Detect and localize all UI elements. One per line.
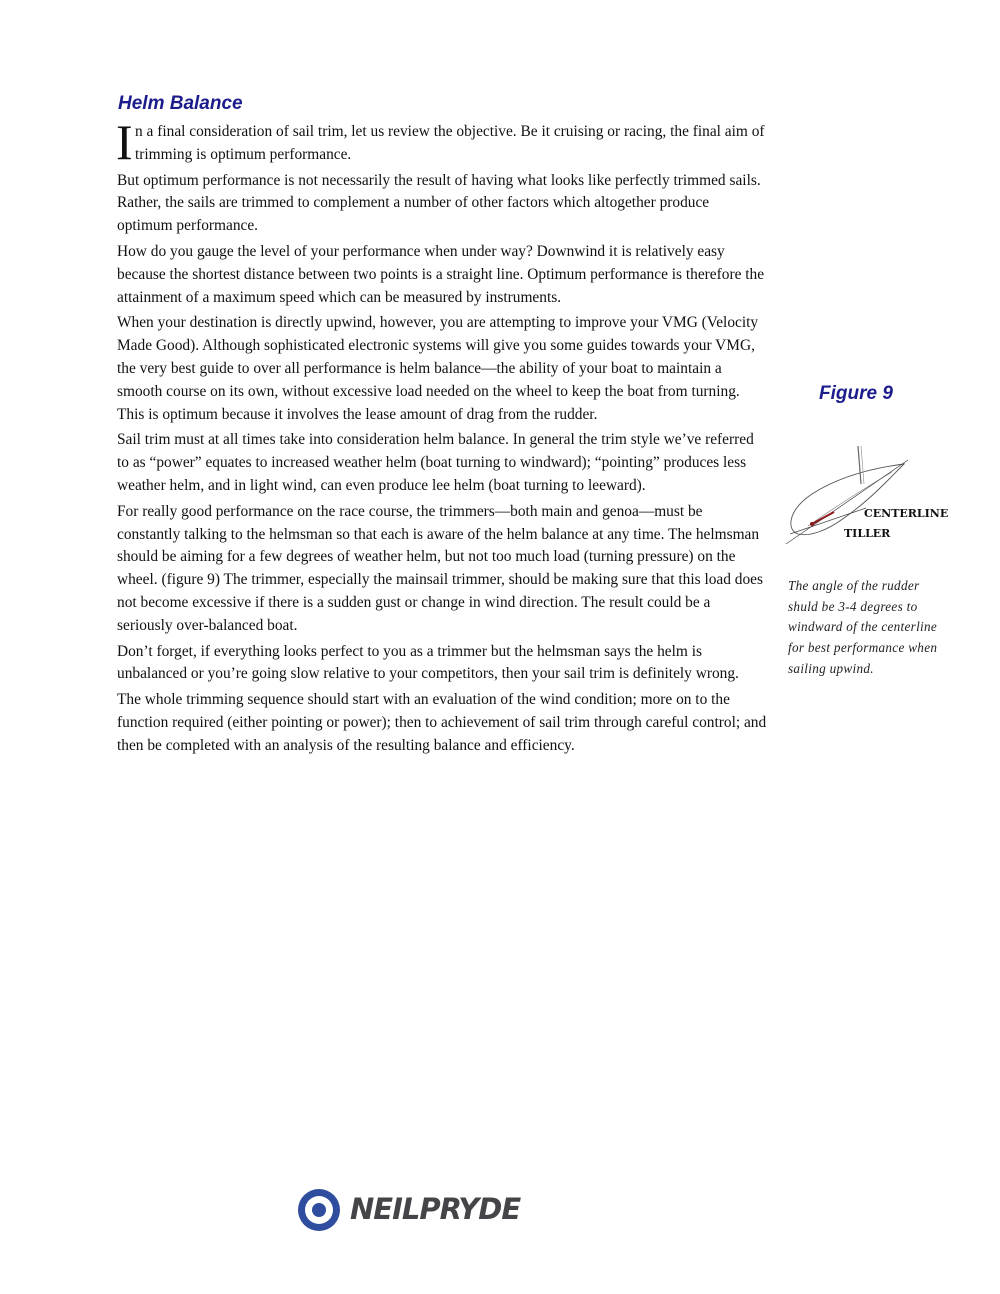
article-body — [116, 114, 767, 761]
section-title: Helm Balance — [118, 93, 243, 114]
paragraph: But optimum performance is not necessarily the result of having what looks like perfectly trimmed sails. Rather, the sails are trimmed to complement a number of other factors which altogether produce optimum performance. — [117, 171, 761, 235]
tiller-pivot — [810, 522, 814, 526]
figure-title: Figure 9 — [819, 383, 893, 404]
drop-cap: I — [116, 114, 133, 170]
paragraph: For really good performance on the race course, the trimmers—both main and genoa—must be constantly talking to the helmsman so that each is aware of the helm balance at any time. The helmsman should be aiming for a few degrees of weather helm, but not too much load (turning pressure) on the wheel. (figure 9) The trimmer, especially the mainsail trimmer, should be making sure that this load does not become excessive if there is a sudden gust or change in wind direction. The result could be a seriously over-balanced boat. — [117, 502, 763, 634]
paragraph: How do you gauge the level of your performance when under way? Downwind it is relatively easy because the shortest distance between two points is a straight line. Optimum performance is therefore the attainment of a maximum speed which can be measured by instruments. — [117, 242, 765, 306]
tiller-label: TILLER — [844, 527, 891, 540]
intro-paragraph — [116, 114, 767, 170]
logo-wordmark: NEILPRYDE — [350, 1192, 521, 1226]
centerline-label: CENTERLINE — [864, 507, 949, 520]
paragraph: When your destination is directly upwind, however, you are attempting to improve your VMG (Velocity Made Good). Although sophisticated electronic systems will give you some guides towards your VMG, the very best guide to over all performance is helm balance—the ability of your boat to maintain a smooth course on its own, without excessive load needed on the wheel to keep the boat from turning. This is optimum because it involves the lease amount of drag from the rudder. — [117, 314, 759, 423]
neilpryde-logo — [296, 1187, 566, 1233]
tiller — [812, 512, 834, 524]
paragraph: The whole trimming sequence should start with an evaluation of the wind condition; more on to the function required (either pointing or power); then to achievement of sail trim through careful control; and then be completed with an analysis of the resulting balance and efficiency. — [117, 691, 767, 754]
target-logo-icon — [296, 1187, 342, 1233]
paragraph: Don’t forget, if everything looks perfect to you as a trimmer but the helmsman says the helm is unbalanced or you’re going slow relative to your competitors, then your sail trim is definitely wrong. — [117, 642, 739, 683]
intro-text: n a final consideration of sail trim, let us review the objective. Be it cruising or racing, the final aim of trimming is optimum performance. — [135, 123, 765, 163]
paragraph: Sail trim must at all times take into consideration helm balance. In general the trim style we’ve referred to as “power” equates to increased weather helm (boat turning to windward); “pointing” produces less weather helm, and in light wind, can even produce lee helm (boat turning to leeward). — [117, 431, 754, 494]
figure-caption: The angle of the rudder shuld be 3-4 degrees to windward of the centerline for best performance when sailing upwind. — [788, 578, 938, 676]
boat-helm-diagram — [778, 438, 958, 550]
mast — [858, 446, 861, 484]
mast-shadow — [861, 446, 864, 484]
